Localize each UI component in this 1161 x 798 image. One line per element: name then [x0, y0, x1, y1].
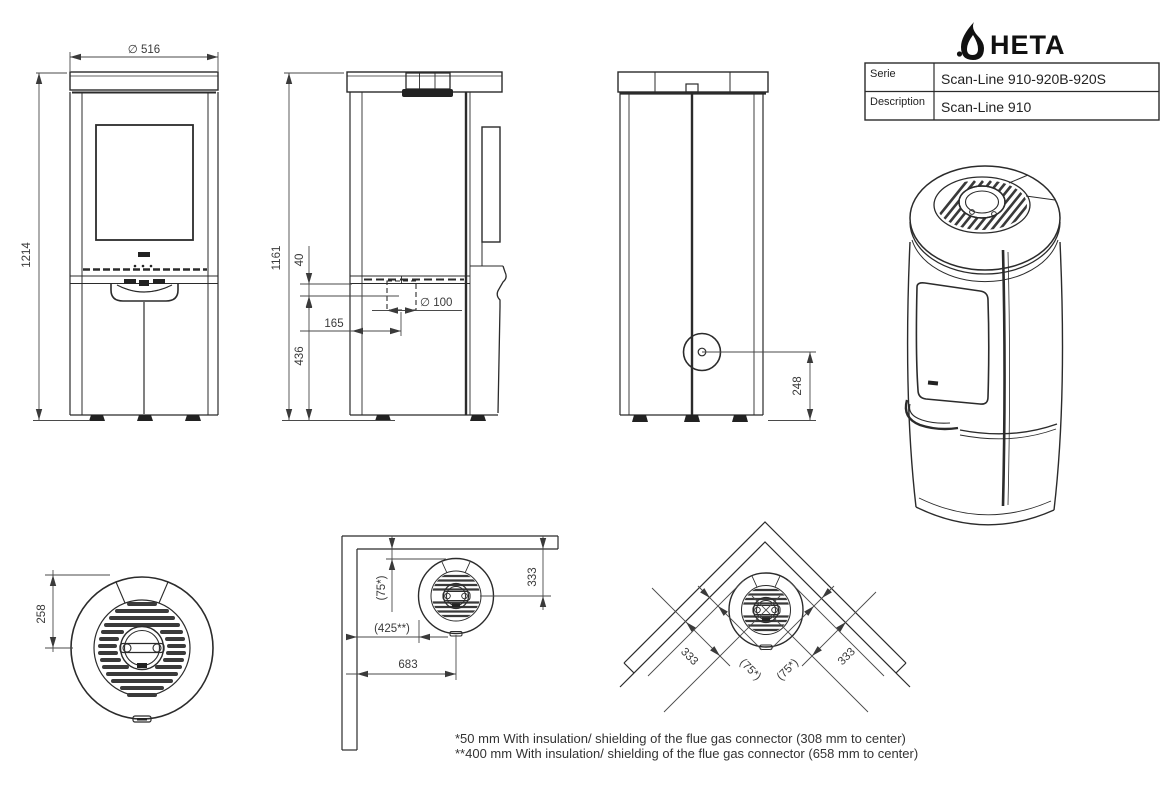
- front-height-dimension: [21, 73, 90, 421]
- corner-right-clearance-label: (75*): [774, 656, 801, 683]
- description-value: Scan-Line 910: [941, 99, 1032, 115]
- perspective-view: [906, 166, 1063, 525]
- perspective-glass-window: [916, 283, 988, 404]
- rear-view: [618, 72, 816, 422]
- side-handle-profile: [497, 266, 506, 413]
- footnote-1: *50 mm With insulation/ shielding of the flue gas connector (308 mm to center): [455, 731, 906, 746]
- wall-back-clearance-dimension: [376, 536, 446, 612]
- wall-stove-top: [419, 559, 494, 637]
- wall-side-center-dimension: [346, 635, 456, 680]
- corner-left-clearance-label: (75*): [737, 656, 764, 683]
- front-height-label: 1214: [21, 242, 33, 268]
- wall-back-center-dimension: [480, 536, 551, 610]
- title-block: [865, 63, 1159, 120]
- side-height-label: 1161: [271, 245, 283, 271]
- top-depth-dimension: [36, 570, 110, 652]
- side-flue-diameter-dimension: [372, 297, 462, 314]
- corner-left-center-dimension: [652, 588, 730, 668]
- side-glass-profile: [482, 127, 500, 242]
- top-depth-label: 258: [36, 604, 48, 624]
- side-height-dimension: [271, 73, 395, 421]
- front-glass-window: [96, 125, 193, 240]
- corner-placement-view: [620, 522, 910, 712]
- wall-side-clearance-label: (425**): [374, 623, 410, 635]
- side-flue-offset-label: 40: [294, 253, 306, 267]
- flue-collar: [406, 73, 450, 89]
- wall-placement-view: [342, 536, 558, 750]
- front-width-label: ∅ 516: [127, 44, 161, 56]
- wall-back-center-label: 333: [527, 567, 539, 587]
- perspective-handle: [906, 400, 958, 429]
- front-door-handle: [111, 279, 178, 301]
- front-view: [21, 44, 218, 421]
- wall-lines: [342, 536, 558, 750]
- brand-logo: [957, 22, 1066, 60]
- front-logo-plate: [138, 252, 150, 257]
- top-view: [36, 570, 213, 722]
- side-flue-back-label: 165: [324, 318, 344, 330]
- side-flue-diameter-label: ∅ 100: [420, 297, 453, 309]
- footnote-2: **400 mm With insulation/ shielding of the flue gas connector (658 mm to center): [455, 746, 919, 761]
- side-intake-height-label: 436: [294, 346, 306, 366]
- perspective-top-grille: [925, 181, 1055, 233]
- description-label: Description: [870, 96, 926, 108]
- rear-outlet-height-dimension: [702, 352, 816, 421]
- top-grille: [98, 602, 186, 697]
- wall-side-clearance-dimension: [346, 620, 448, 643]
- flue-connector-hidden: [387, 276, 416, 310]
- wall-back-clearance-label: (75*): [376, 575, 388, 601]
- side-intake-height-dimension: [294, 296, 312, 420]
- brand-name: HETA: [990, 30, 1066, 60]
- serie-value: Scan-Line 910-920B-920S: [941, 71, 1107, 87]
- side-view: [271, 72, 506, 421]
- perspective-door-seam: [1003, 250, 1005, 506]
- corner-left-center-label: 333: [678, 645, 701, 668]
- wall-side-center-label: 683: [398, 659, 418, 671]
- rear-outlet-height-label: 248: [792, 376, 804, 396]
- front-width-dimension: [70, 44, 218, 71]
- corner-right-center-label: 333: [835, 645, 858, 668]
- serie-label: Serie: [870, 68, 896, 80]
- footnotes: [455, 731, 918, 761]
